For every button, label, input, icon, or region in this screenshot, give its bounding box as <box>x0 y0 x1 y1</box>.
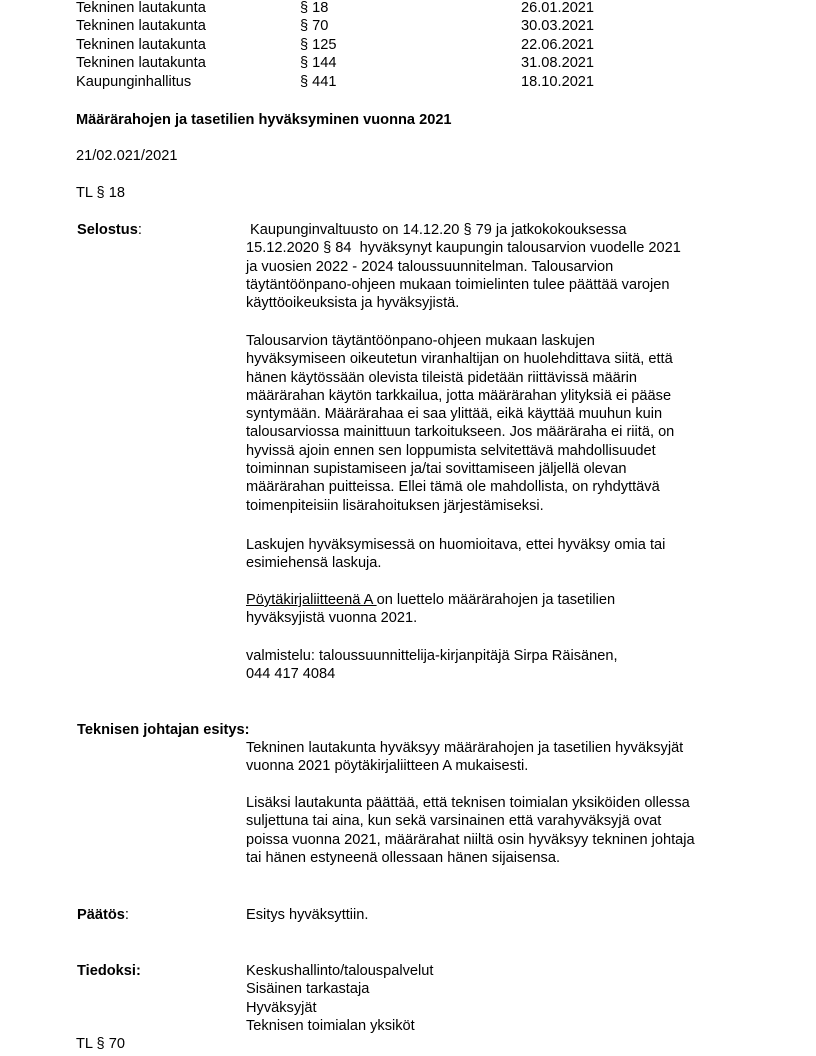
proposal-paragraph-2: Lisäksi lautakunta päättää, että teknisen toimialan yksiköiden ollessa suljettuna tai aina, kun sekä varsinainen että varahyväksyjä ovat poissa vuonna 2021, määrärahat niiltä osin hyväksyy tekninen johtaja tai hänen estyneenä ollessaan hänen sijaisensa. <box>246 795 695 866</box>
history-body: Tekninen lautakunta <box>76 55 206 71</box>
tiedoksi-label: Tiedoksi: <box>77 963 141 979</box>
selostus-paragraph-4 <box>246 591 615 628</box>
history-body: Tekninen lautakunta <box>76 0 206 16</box>
diary-number: 21/02.021/2021 <box>76 148 178 164</box>
history-paragraph: § 70 <box>300 18 329 34</box>
history-date: 18.10.2021 <box>521 74 595 90</box>
history-paragraph: § 125 <box>300 37 337 53</box>
history-body: Tekninen lautakunta <box>76 37 206 53</box>
next-section-reference: TL § 70 <box>76 1036 125 1052</box>
section-reference: TL § 18 <box>76 185 125 201</box>
history-body: Tekninen lautakunta <box>76 18 206 34</box>
attachment-link[interactable]: Pöytäkirjaliitteenä A <box>246 592 377 608</box>
history-paragraph: § 144 <box>300 55 337 71</box>
decision-label-text: Päätös <box>77 907 125 923</box>
tiedoksi-item: Keskushallinto/talouspalvelut <box>246 963 434 979</box>
decision-label-suffix: : <box>124 907 129 923</box>
tiedoksi-item: Hyväksyjät <box>246 1000 317 1016</box>
selostus-label-suffix: : <box>137 222 142 238</box>
proposal-paragraph-1: Tekninen lautakunta hyväksyy määrärahojen ja tasetilien hyväksyjät vuonna 2021 pöytäkirjaliitteen A mukaisesti. <box>246 740 684 775</box>
tiedoksi-item: Teknisen toimialan yksiköt <box>246 1018 415 1034</box>
decision-text: Esitys hyväksyttiin. <box>246 907 369 923</box>
history-date: 26.01.2021 <box>521 0 595 16</box>
history-body: Kaupunginhallitus <box>76 74 192 90</box>
decision-label <box>77 906 129 924</box>
selostus-paragraph-3: Laskujen hyväksymisessä on huomioitava, ettei hyväksy omia tai esimiehensä laskuja. <box>246 537 666 572</box>
selostus-paragraph-1: Kaupunginvaltuusto on 14.12.20 § 79 ja jatkokokouksessa 15.12.2020 § 84 hyväksynyt kaupungin talousarvion vuodelle 2021 ja vuosien 2022 - 2024 taloussuunnitelman. Talousarvion täytäntöönpano-ohjeen mukaan toimielinten tulee päättää varojen käyttöoikeuksista ja hyväksyjistä. <box>246 222 681 312</box>
history-paragraph: § 441 <box>300 74 337 90</box>
history-date: 30.03.2021 <box>521 18 595 34</box>
selostus-paragraph-4-rest: on luettelo määrärahojen ja tasetilien hyväksyjistä vuonna 2021. <box>246 592 616 627</box>
history-paragraph: § 18 <box>300 0 329 16</box>
selostus-paragraph-2: Talousarvion täytäntöönpano-ohjeen mukaan laskujen hyväksymiseen oikeutetun viranhaltijan on huolehdittava siitä, että hänen käytössään olevista tileistä pidetään riittävissä määrin määrärahan käytön tarkkailua, jotta määrärahan ylityksiä ei pääse syntymään. Määrärahaa ei saa ylittää, eikä käyttää muuhun kuin talousarviossa mainittuun tarkoitukseen. Jos määräraha ei riitä, on hyvissä ajoin ennen sen loppumista selvitettävä mahdollisuudet toiminnan supistamiseen ja/tai sovittamiseen jäljellä olevan määrärahan puitteissa. Ellei tämä ole mahdollista, on ryhdyttävä toimenpiteisiin lisärahoituksen järjestämiseksi. <box>246 333 675 514</box>
history-date: 22.06.2021 <box>521 37 595 53</box>
item-title: Määrärahojen ja tasetilien hyväksyminen vuonna 2021 <box>76 112 452 128</box>
proposal-label: Teknisen johtajan esitys: <box>77 722 250 738</box>
selostus-label <box>77 221 142 239</box>
tiedoksi-item: Sisäinen tarkastaja <box>246 981 370 997</box>
selostus-label-text: Selostus <box>77 222 138 238</box>
preparer-info: valmistelu: taloussuunnittelija-kirjanpitäjä Sirpa Räisänen, 044 417 4084 <box>246 648 618 683</box>
history-date: 31.08.2021 <box>521 55 595 71</box>
